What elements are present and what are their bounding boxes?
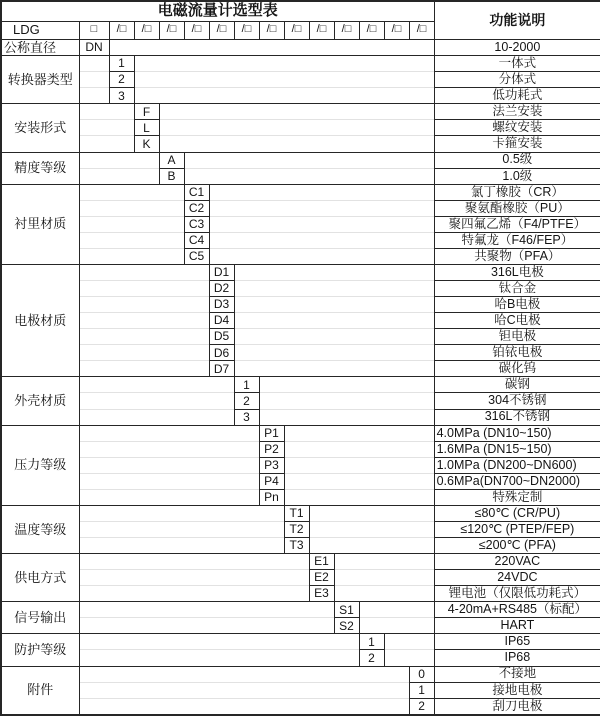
option-code: P3 (259, 457, 284, 473)
filler-cell (79, 505, 284, 521)
filler-cell (79, 682, 409, 698)
option-desc: 低功耗式 (434, 88, 600, 104)
filler-cell (79, 634, 359, 650)
option-code: 2 (409, 698, 434, 715)
option-code: S1 (334, 602, 359, 618)
option-code: L (134, 120, 159, 136)
filler-cell (79, 425, 259, 441)
filler-cell (259, 393, 434, 409)
filler-cell (79, 650, 359, 666)
option-desc: 24VDC (434, 570, 600, 586)
category-label: 温度等级 (1, 505, 79, 553)
filler-cell (79, 586, 309, 602)
option-code: 3 (234, 409, 259, 425)
model-slot: /□ (334, 21, 359, 39)
option-code: D1 (209, 264, 234, 280)
option-code: Pn (259, 489, 284, 505)
model-slot: /□ (384, 21, 409, 39)
option-desc: 1.0级 (434, 168, 600, 184)
option-code: D2 (209, 281, 234, 297)
option-desc: 304不锈钢 (434, 393, 600, 409)
filler-cell (79, 602, 334, 618)
filler-cell (334, 570, 434, 586)
option-code: 1 (109, 56, 134, 72)
filler-cell (79, 264, 209, 280)
option-desc: 碳钢 (434, 377, 600, 393)
model-slot: /□ (359, 21, 384, 39)
option-desc: 220VAC (434, 554, 600, 570)
option-code: P1 (259, 425, 284, 441)
model-slot: /□ (409, 21, 434, 39)
filler-cell (159, 104, 434, 120)
filler-cell (259, 409, 434, 425)
option-code: P2 (259, 441, 284, 457)
option-code: 1 (409, 682, 434, 698)
option-code: T2 (284, 521, 309, 537)
model-slot: /□ (159, 21, 184, 39)
page-title: 电磁流量计选型表 (1, 1, 434, 21)
filler-cell (234, 361, 434, 377)
option-code: C4 (184, 232, 209, 248)
model-slot: /□ (284, 21, 309, 39)
filler-cell (79, 393, 234, 409)
model-slot: /□ (309, 21, 334, 39)
option-code: 2 (234, 393, 259, 409)
option-code: C1 (184, 184, 209, 200)
option-desc: 接地电极 (434, 682, 600, 698)
filler-cell (309, 505, 434, 521)
option-code: E1 (309, 554, 334, 570)
category-label: 附件 (1, 666, 79, 715)
filler-cell (234, 281, 434, 297)
category-label-diameter: 公称直径 (1, 39, 79, 56)
filler-cell (284, 425, 434, 441)
option-desc: 10-2000 (434, 39, 600, 56)
filler-cell (79, 232, 184, 248)
filler-cell (134, 88, 434, 104)
option-desc: 哈B电极 (434, 297, 600, 313)
filler-cell (234, 329, 434, 345)
category-label: 防护等级 (1, 634, 79, 666)
filler-cell (184, 168, 434, 184)
option-code: D3 (209, 297, 234, 313)
filler-cell (284, 457, 434, 473)
category-label: 压力等级 (1, 425, 79, 505)
option-code: C2 (184, 200, 209, 216)
filler-cell (359, 618, 434, 634)
filler-cell (79, 313, 209, 329)
option-desc: 刮刀电极 (434, 698, 600, 715)
model-slot: /□ (134, 21, 159, 39)
filler-cell (309, 538, 434, 554)
option-desc: 特殊定制 (434, 489, 600, 505)
option-code: 0 (409, 666, 434, 682)
option-code: T1 (284, 505, 309, 521)
filler-cell (109, 39, 434, 56)
filler-cell (79, 521, 284, 537)
category-label: 外壳材质 (1, 377, 79, 425)
filler-cell (159, 136, 434, 152)
filler-cell (79, 152, 159, 168)
option-desc: 0.5级 (434, 152, 600, 168)
filler-cell (284, 489, 434, 505)
option-code: A (159, 152, 184, 168)
option-code: 1 (359, 634, 384, 650)
option-code: D7 (209, 361, 234, 377)
category-label: 信号输出 (1, 602, 79, 634)
option-desc: 氯丁橡胶（CR） (434, 184, 600, 200)
option-desc: 碳化钨 (434, 361, 600, 377)
option-desc: 锂电池（仅限低功耗式） (434, 586, 600, 602)
filler-cell (309, 521, 434, 537)
filler-cell (79, 104, 134, 120)
filler-cell (284, 441, 434, 457)
option-code: E3 (309, 586, 334, 602)
function-column-header: 功能说明 (434, 1, 600, 39)
option-code: D4 (209, 313, 234, 329)
filler-cell (79, 570, 309, 586)
filler-cell (234, 297, 434, 313)
category-label: 供电方式 (1, 554, 79, 602)
option-desc: 聚氨酯橡胶（PU） (434, 200, 600, 216)
category-label: 转换器类型 (1, 56, 79, 104)
option-code: DN (79, 39, 109, 56)
filler-cell (384, 650, 434, 666)
filler-cell (79, 248, 184, 264)
filler-cell (79, 297, 209, 313)
option-desc: 钽电极 (434, 329, 600, 345)
option-desc: 分体式 (434, 72, 600, 88)
option-desc: 卡箍安装 (434, 136, 600, 152)
option-desc: 一体式 (434, 56, 600, 72)
filler-cell (209, 232, 434, 248)
option-desc: 不接地 (434, 666, 600, 682)
model-slot: /□ (234, 21, 259, 39)
filler-cell (79, 136, 134, 152)
filler-cell (79, 216, 184, 232)
category-label: 精度等级 (1, 152, 79, 184)
option-code: B (159, 168, 184, 184)
filler-cell (259, 377, 434, 393)
option-code: K (134, 136, 159, 152)
option-desc: 哈C电极 (434, 313, 600, 329)
filler-cell (79, 618, 334, 634)
option-desc: 4.0MPa (DN10~150) (434, 425, 600, 441)
filler-cell (79, 409, 234, 425)
filler-cell (79, 72, 109, 88)
option-code: 1 (234, 377, 259, 393)
option-desc: ≤80℃ (CR/PU) (434, 505, 600, 521)
filler-cell (79, 200, 184, 216)
option-code: 3 (109, 88, 134, 104)
filler-cell (209, 216, 434, 232)
model-slot: /□ (209, 21, 234, 39)
filler-cell (79, 666, 409, 682)
option-desc: 铂铱电极 (434, 345, 600, 361)
category-label: 安装形式 (1, 104, 79, 152)
model-slot: /□ (259, 21, 284, 39)
filler-cell (79, 489, 259, 505)
option-desc: IP65 (434, 634, 600, 650)
filler-cell (134, 72, 434, 88)
filler-cell (234, 264, 434, 280)
option-desc: 4-20mA+RS485（标配） (434, 602, 600, 618)
filler-cell (79, 538, 284, 554)
filler-cell (284, 473, 434, 489)
option-code: F (134, 104, 159, 120)
option-code: 2 (359, 650, 384, 666)
option-desc: 共聚物（PFA） (434, 248, 600, 264)
option-desc: 316L不锈钢 (434, 409, 600, 425)
filler-cell (209, 248, 434, 264)
category-label: 衬里材质 (1, 184, 79, 264)
option-desc: 螺纹安装 (434, 120, 600, 136)
option-code: E2 (309, 570, 334, 586)
filler-cell (79, 554, 309, 570)
filler-cell (79, 361, 209, 377)
filler-cell (334, 586, 434, 602)
option-desc: HART (434, 618, 600, 634)
filler-cell (79, 88, 109, 104)
filler-cell (79, 473, 259, 489)
filler-cell (79, 329, 209, 345)
model-box-slot: □ (79, 21, 109, 39)
filler-cell (209, 200, 434, 216)
filler-cell (79, 281, 209, 297)
option-desc: 0.6MPa(DN700~DN2000) (434, 473, 600, 489)
option-code: 2 (109, 72, 134, 88)
filler-cell (79, 56, 109, 72)
filler-cell (234, 345, 434, 361)
model-slot: /□ (184, 21, 209, 39)
option-desc: IP68 (434, 650, 600, 666)
option-desc: 1.6MPa (DN15~150) (434, 441, 600, 457)
option-code: C3 (184, 216, 209, 232)
option-code: D6 (209, 345, 234, 361)
filler-cell (79, 184, 184, 200)
filler-cell (79, 698, 409, 715)
filler-cell (79, 168, 159, 184)
option-desc: 316L电极 (434, 264, 600, 280)
filler-cell (234, 313, 434, 329)
option-desc: 法兰安装 (434, 104, 600, 120)
filler-cell (79, 377, 234, 393)
filler-cell (384, 634, 434, 650)
model-slot: /□ (109, 21, 134, 39)
filler-cell (79, 120, 134, 136)
filler-cell (184, 152, 434, 168)
option-code: T3 (284, 538, 309, 554)
filler-cell (79, 345, 209, 361)
option-code: P4 (259, 473, 284, 489)
filler-cell (359, 602, 434, 618)
model-prefix: LDG (1, 21, 79, 39)
option-code: S2 (334, 618, 359, 634)
filler-cell (159, 120, 434, 136)
filler-cell (79, 441, 259, 457)
option-desc: 1.0MPa (DN200~DN600) (434, 457, 600, 473)
filler-cell (79, 457, 259, 473)
filler-cell (134, 56, 434, 72)
option-desc: 聚四氟乙烯（F4/PTFE） (434, 216, 600, 232)
filler-cell (209, 184, 434, 200)
option-code: D5 (209, 329, 234, 345)
option-desc: ≤120℃ (PTEP/FEP) (434, 521, 600, 537)
option-desc: 钛合金 (434, 281, 600, 297)
option-code: C5 (184, 248, 209, 264)
filler-cell (334, 554, 434, 570)
option-desc: ≤200℃ (PFA) (434, 538, 600, 554)
option-desc: 特氟龙（F46/FEP） (434, 232, 600, 248)
category-label: 电极材质 (1, 264, 79, 376)
